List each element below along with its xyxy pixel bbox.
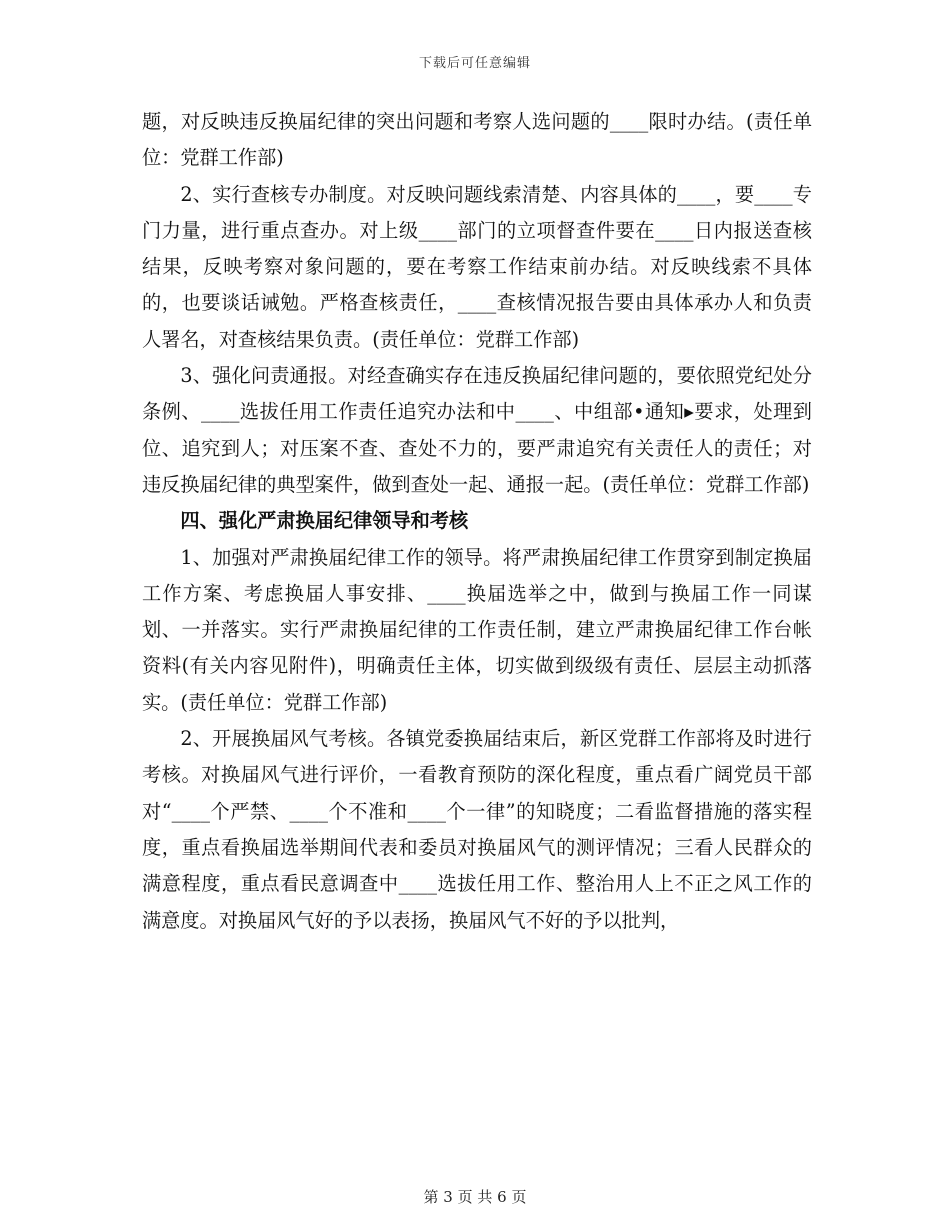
paragraph-continued: 题，对反映违反换届纪律的突出问题和考察人选问题的____限时办结。(责任单位：党群工作部) bbox=[142, 110, 812, 170]
paragraph-accountability: 3、强化问责通报。对经查确实存在违反换届纪律问题的，要依照党纪处分条例、____选拔任用工作责任追究办法和中____、中组部•通知▸要求，处理到位、追究到人；对压案不查、查处不力的，要严肃追究有关责任人的责任；对违反换届纪律的典型案件，做到查处一起、通报一起。(责任单位：党群工作部) bbox=[142, 364, 812, 496]
page-header: 下载后可任意编辑 bbox=[418, 56, 531, 71]
section-heading: 四、强化严肃换届纪律领导和考核 bbox=[180, 509, 469, 533]
document-body bbox=[142, 104, 812, 939]
paragraph-verification: 2、实行查核专办制度。对反映问题线索清楚、内容具体的____，要____专门力量，进行重点查办。对上级____部门的立项督查件要在____日内报送查核结果，反映考察对象问题的，要在考察工作结束前办结。对反映线索不具体的，也要谈话诫勉。严格查核责任，____查核情况报告要由具体承办人和负责人署名，对查核结果负责。(责任单位：党群工作部) bbox=[142, 182, 812, 351]
page-number: 第 3 页 共 6 页 bbox=[423, 1188, 527, 1206]
paragraph-assessment: 2、开展换届风气考核。各镇党委换届结束后，新区党群工作部将及时进行考核。对换届风气进行评价，一看教育预防的深化程度，重点看广阔党员干部对“____个严禁、____个不准和____个一律”的知晓度；二看监督措施的落实程度，重点看换届选举期间代表和委员对换届风气的测评情况；三看人民群众的满意程度，重点看民意调查中____选拔任用工作、整治用人上不正之风工作的满意度。对换届风气好的予以表扬，换届风气不好的予以批判， bbox=[142, 727, 812, 932]
paragraph-leadership: 1、加强对严肃换届纪律工作的领导。将严肃换届纪律工作贯穿到制定换届工作方案、考虑换届人事安排、____换届选举之中，做到与换届工作一同谋划、一并落实。实行严肃换届纪律的工作责任制，建立严肃换届纪律工作台帐资料(有关内容见附件)，明确责任主体，切实做到级级有责任、层层主动抓落实。(责任单位：党群工作部) bbox=[142, 545, 812, 714]
